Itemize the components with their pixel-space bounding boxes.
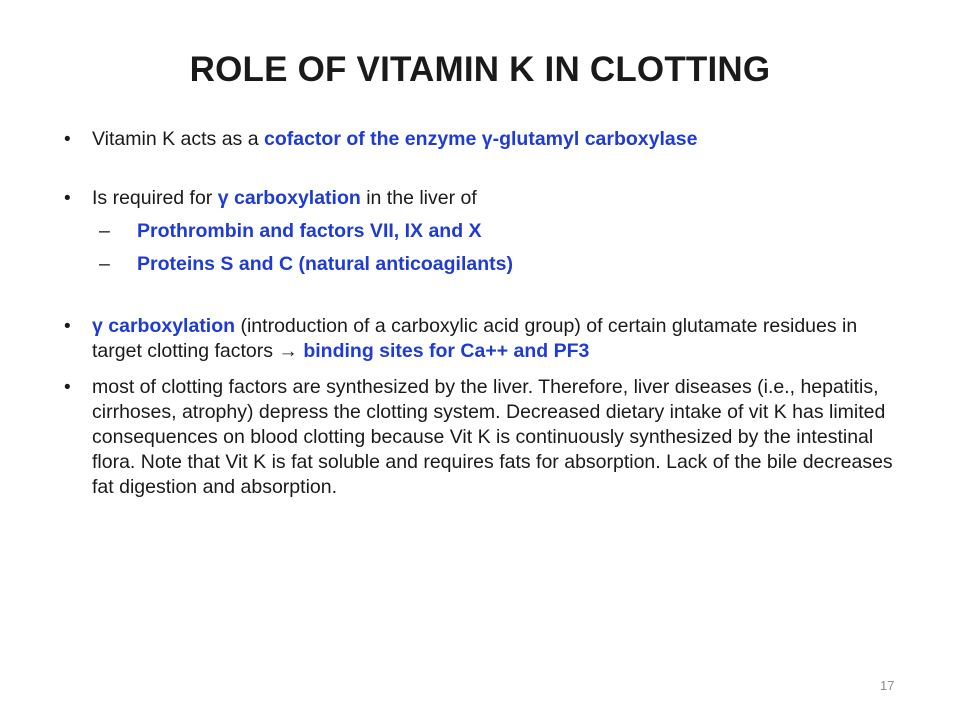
slide-title: ROLE OF VITAMIN K IN CLOTTING — [189, 50, 771, 89]
bullet-item-cofactor — [64, 127, 904, 152]
bullet-item-gamma-carboxylation — [64, 314, 902, 364]
bullet-item-liver-synthesis — [64, 375, 904, 500]
page-number: 17 — [880, 678, 895, 693]
bullet-list — [64, 123, 904, 500]
dash-marker: – — [99, 253, 110, 275]
dash-marker: – — [99, 220, 110, 242]
bullet-text: in the liver of — [360, 187, 477, 209]
bullet-highlight: γ carboxylation — [92, 315, 236, 337]
sub-item-prothrombin — [64, 219, 904, 244]
bullet-text: Vitamin K acts as a — [92, 128, 264, 150]
bullet-highlight: cofactor of the enzyme γ-glutamyl carboxylase — [263, 128, 698, 150]
bullet-text: (introduction of a carboxylic acid group) of certain glutamate residues in target clotting factors → — [92, 315, 858, 362]
sub-item-proteins — [64, 252, 904, 277]
sub-item-text: Prothrombin and factors VII, IX and X — [137, 220, 482, 242]
bullet-highlight: γ carboxylation — [217, 187, 361, 209]
bullet-highlight: binding sites for Ca++ and PF3 — [303, 340, 590, 362]
bullet-text: most of clotting factors are synthesized by the liver. Therefore, liver diseases (i.e., hepatitis, cirrhoses, atrophy) depress the clotting system. Decreased dietary intake of vit K has limited consequences on blood clotting because Vit K is continuously synthesized by the intestinal flora. Note that Vit K is fat soluble and requires fats for absorption. Lack of the bile decreases fat digestion and absorption. — [92, 376, 893, 498]
sub-item-text: Proteins S and C (natural anticoagilants) — [137, 253, 513, 275]
bullet-text: Is required for — [92, 187, 218, 209]
bullet-item-carboxylation — [64, 186, 904, 211]
